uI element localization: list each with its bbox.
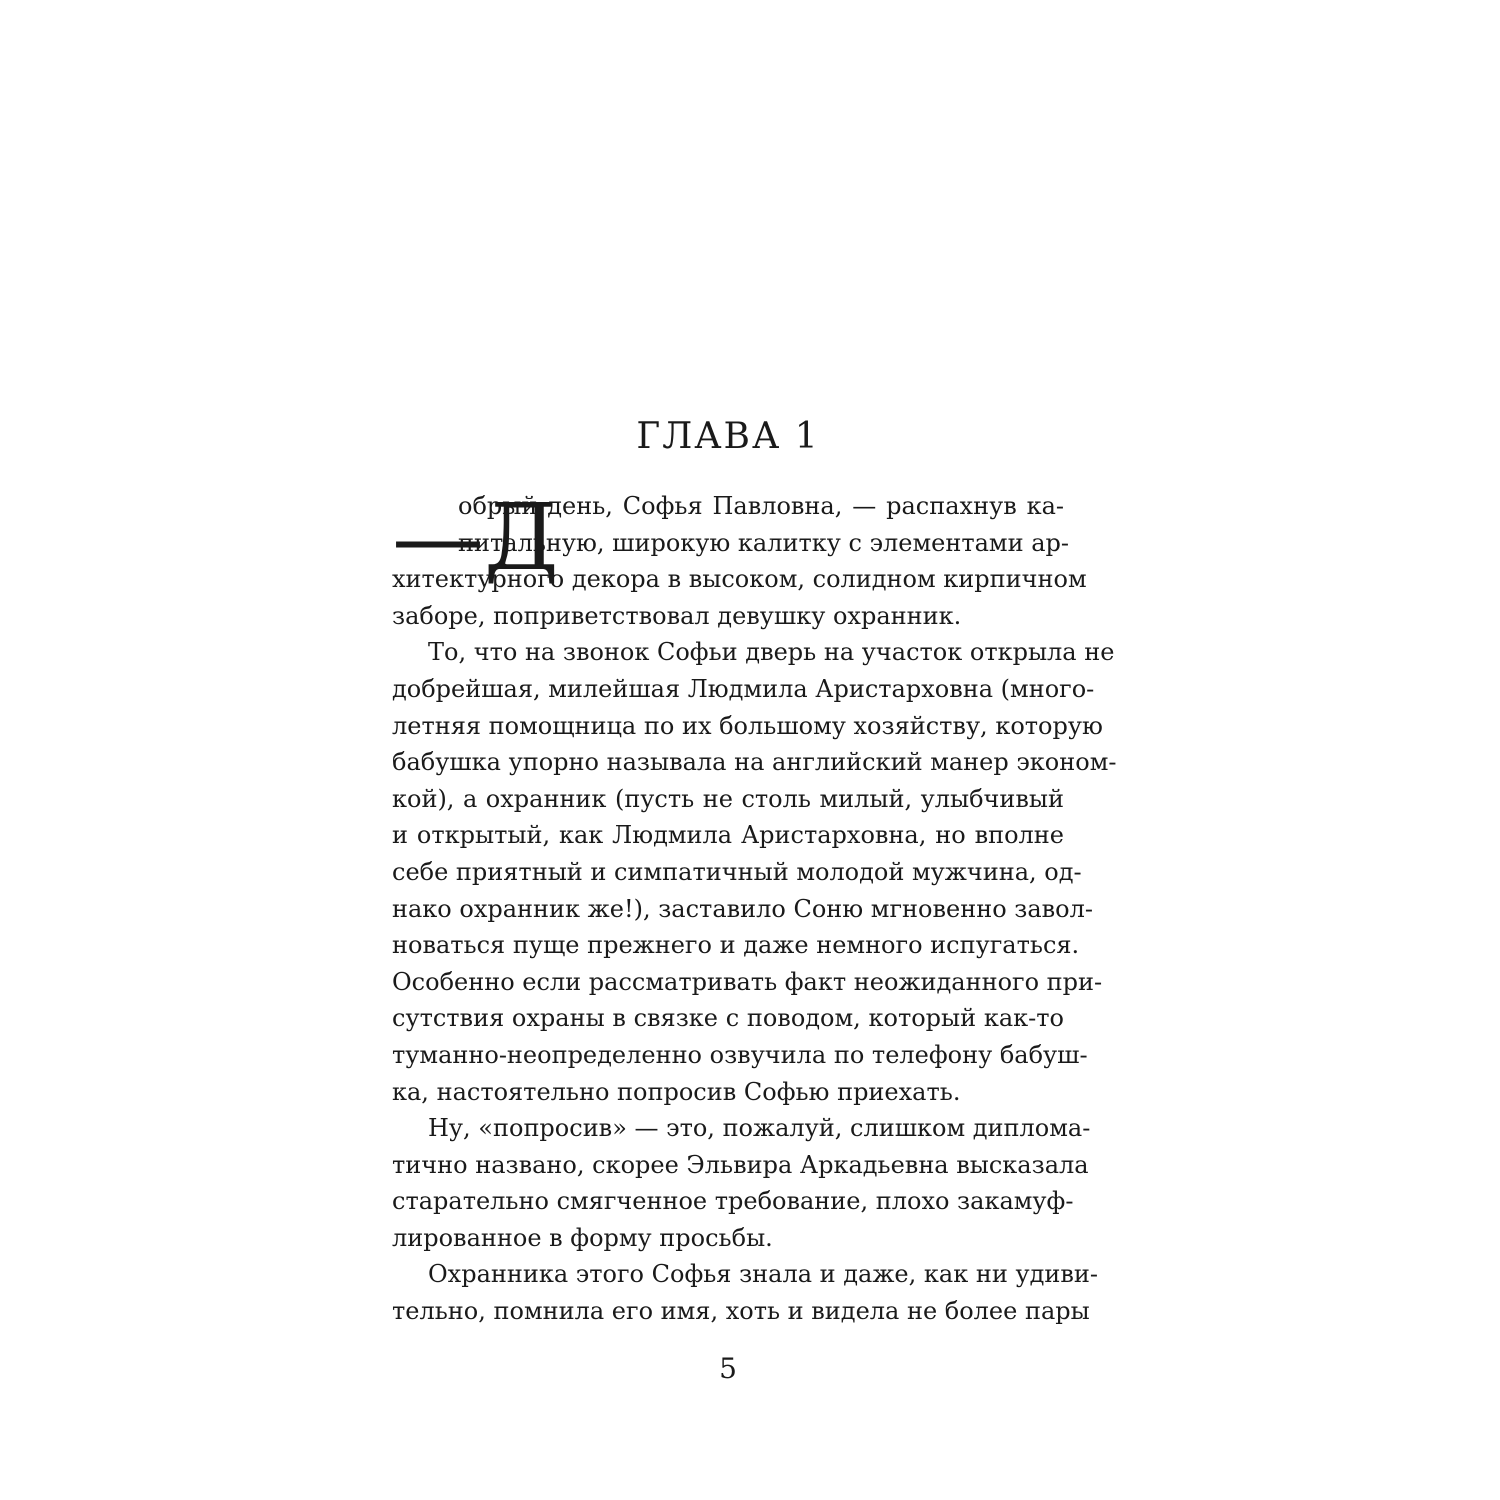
text-line: Охранника этого Софья знала и даже, как ни удиви- bbox=[428, 1260, 1098, 1289]
text-line: добрейшая, милейшая Людмила Аристарховна (много- bbox=[392, 674, 1095, 703]
body-text bbox=[392, 484, 1117, 1330]
text-line: питальную, широкую калитку с элементами ар- bbox=[458, 528, 1069, 557]
drop-cap: —Д bbox=[392, 484, 559, 591]
text-line: и открытый, как Людмила Аристарховна, но вполне bbox=[392, 821, 1064, 850]
text-line: себе приятный и симпатичный молодой мужчина, од- bbox=[392, 857, 1082, 886]
text-line: сутствия охраны в связке с поводом, который как-то bbox=[392, 1004, 1064, 1033]
chapter-title: ГЛАВА 1 bbox=[636, 416, 820, 457]
text-line: заборе, поприветствовал девушку охранник. bbox=[392, 601, 962, 630]
page-number: 5 bbox=[719, 1352, 737, 1385]
text-line: лированное в форму просьбы. bbox=[392, 1223, 773, 1252]
text-line: Ну, «попросив» — это, пожалуй, слишком диплома- bbox=[428, 1114, 1091, 1143]
text-line: ка, настоятельно попросив Софью приехать. bbox=[392, 1077, 961, 1106]
text-line: То, что на звонок Софьи дверь на участок открыла не bbox=[428, 638, 1115, 667]
text-line: нако охранник же!), заставило Соню мгновенно завол- bbox=[392, 894, 1093, 923]
text-line: обрый день, Софья Павловна, — распахнув ка- bbox=[458, 492, 1064, 520]
text-line: Особенно если рассматривать факт неожиданного при- bbox=[392, 967, 1103, 996]
text-line: хитектурного декора в высоком, солидном кирпичном bbox=[392, 565, 1087, 594]
text-line: кой), а охранник (пусть не столь милый, улыбчивый bbox=[392, 784, 1064, 813]
text-line: бабушка упорно называла на английский манер эконом- bbox=[392, 748, 1117, 777]
text-line: старательно смягченное требование, плохо закамуф- bbox=[392, 1187, 1074, 1216]
text-line: туманно-неопределенно озвучила по телефону бабуш- bbox=[392, 1040, 1088, 1069]
text-line: тельно, помнила его имя, хоть и видела не более пары bbox=[392, 1297, 1090, 1326]
text-line: летняя помощница по их большому хозяйству, которую bbox=[392, 711, 1103, 740]
text-line: новаться пуще прежнего и даже немного испугаться. bbox=[392, 931, 1080, 960]
text-line: тично названо, скорее Эльвира Аркадьевна высказала bbox=[392, 1150, 1089, 1179]
